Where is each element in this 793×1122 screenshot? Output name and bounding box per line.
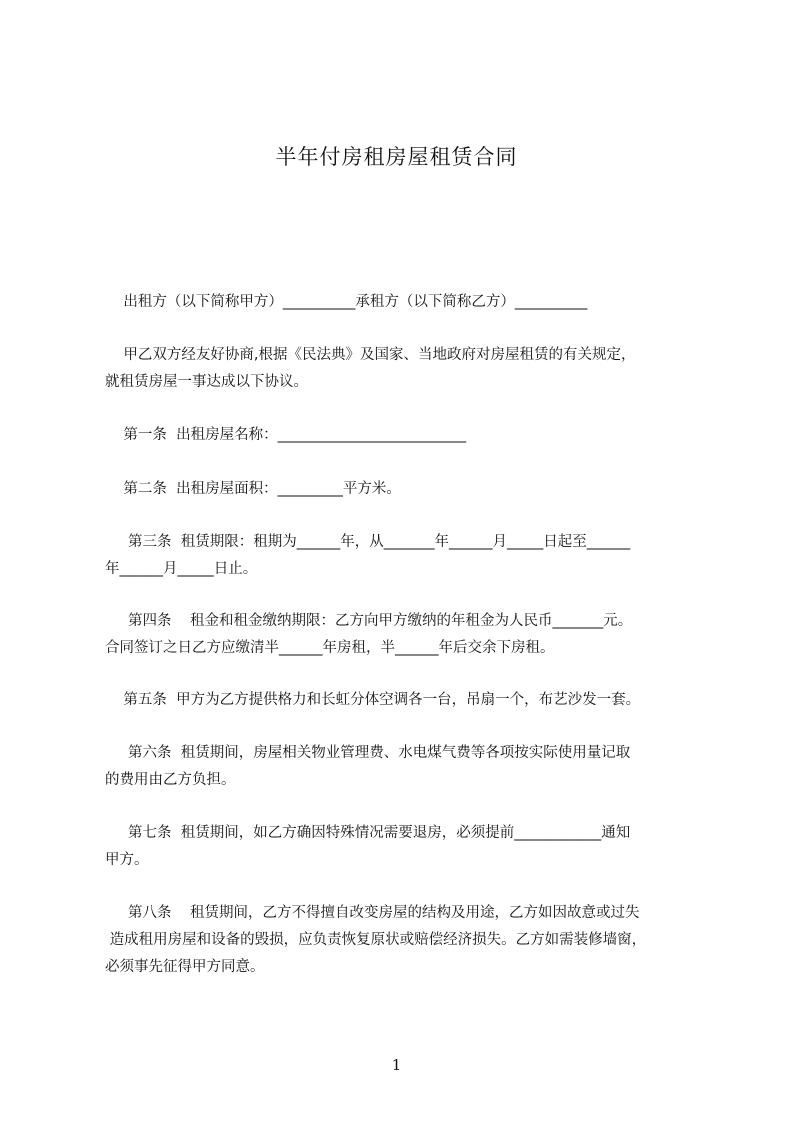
article-1-line: 第一条 出租房屋名称：__________________________ <box>105 427 467 443</box>
article-5-line: 第五条 甲方为乙方提供格力和长虹分体空调各一台，吊扇一个，布艺沙发一套。 <box>105 692 641 708</box>
article-2-line: 第二条 出租房屋面积：_________平方米。 <box>105 481 401 497</box>
article-8-line-2: 造成租用房屋和设备的毁损，应负责恢复原状或赔偿经济损失。乙方如需装修墙窗， <box>105 932 647 948</box>
article-7-line-1: 第七条 租赁期间，如乙方确因特殊情况需要退房，必须提前____________通知 <box>105 825 631 841</box>
preamble-line-1: 甲乙双方经友好协商,根据《民法典》及国家、当地政府对房屋租赁的有关规定， <box>105 347 636 363</box>
parties-line: 出租方（以下简称甲方）__________承租方（以下简称乙方）__________ <box>105 294 588 310</box>
page-number: 1 <box>391 1056 402 1074</box>
article-4-line-1: 第四条 租金和租金缴纳期限：乙方向甲方缴纳的年租金为人民币_______元。 <box>105 613 633 629</box>
article-6-line-2: 的费用由乙方负担。 <box>105 772 236 788</box>
preamble-line-2: 就租赁房屋一事达成以下协议。 <box>105 374 308 390</box>
article-8-line-3: 必须事先征得甲方同意。 <box>105 959 265 975</box>
article-3-line-1: 第三条 租赁期限：租期为______年，从_______年______月_____日起至______ <box>105 534 631 550</box>
article-4-line-2: 合同签订之日乙方应缴清半______年房租，半______年后交余下房租。 <box>105 640 555 656</box>
article-7-line-2: 甲方。 <box>105 852 149 868</box>
article-8-line-1: 第八条 租赁期间，乙方不得擅自改变房屋的结构及用途，乙方如因故意或过失 <box>105 905 640 921</box>
document-title: 半年付房租房屋租赁合同 <box>275 145 518 169</box>
article-6-line-1: 第六条 租赁期间，房屋相关物业管理费、水电煤气费等各项按实际使用量记取 <box>105 745 631 761</box>
article-3-line-2: 年______月_____日止。 <box>105 561 258 577</box>
